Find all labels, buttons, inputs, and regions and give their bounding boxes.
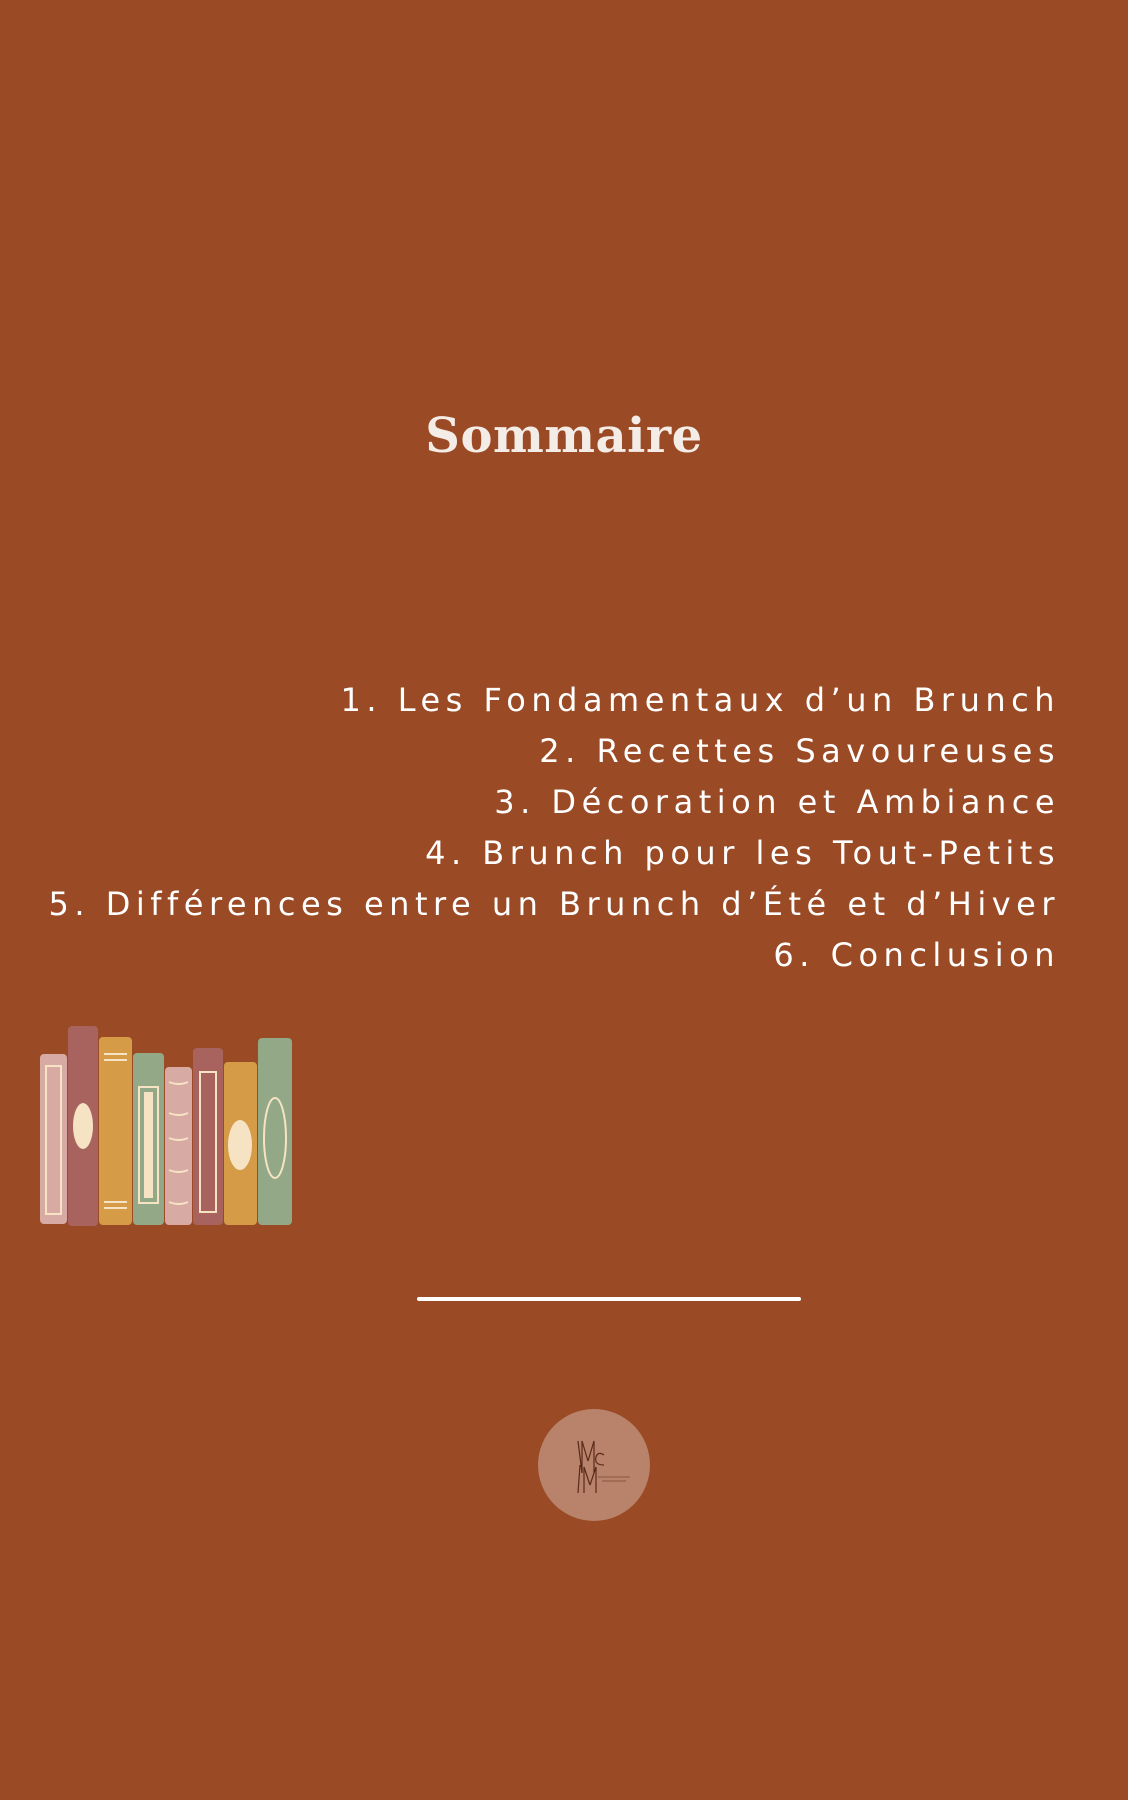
- toc-item-5: 5. Différences entre un Brunch d’Été et d’Hiver: [48, 885, 1060, 923]
- book-4: [133, 1053, 164, 1225]
- book-8: [258, 1038, 292, 1225]
- toc-item-6: 6. Conclusion: [773, 936, 1060, 974]
- book-1: [40, 1054, 67, 1224]
- page-title: Sommaire: [425, 408, 703, 464]
- book-5: [165, 1067, 192, 1225]
- toc-item-2: 2. Recettes Savoureuses: [539, 732, 1060, 770]
- books-illustration: [38, 1020, 298, 1230]
- divider-line: [417, 1297, 801, 1301]
- toc-item-1: 1. Les Fondamentaux d’un Brunch: [340, 681, 1060, 719]
- book-2: [68, 1026, 98, 1226]
- book-3: [99, 1037, 132, 1225]
- book-7: [224, 1062, 257, 1225]
- book-6: [193, 1048, 223, 1225]
- table-of-contents: [40, 675, 1060, 981]
- brand-logo: [538, 1409, 650, 1521]
- toc-item-4: 4. Brunch pour les Tout-Petits: [425, 834, 1060, 872]
- toc-item-3: 3. Décoration et Ambiance: [494, 783, 1060, 821]
